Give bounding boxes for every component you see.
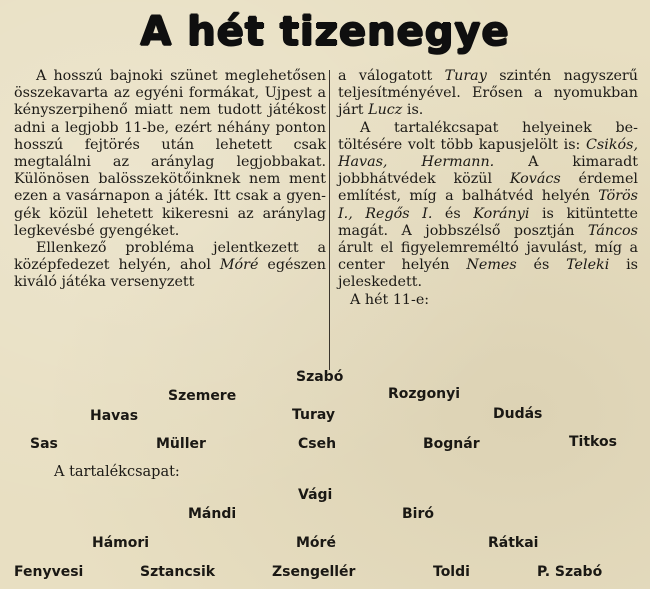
reserve-back: Biró: [402, 506, 434, 522]
first-team-forward: Titkos: [569, 434, 617, 450]
reserve-forward: Fenyvesi: [14, 564, 84, 580]
first-team-forward: Sas: [30, 436, 58, 452]
player-name: Korányi: [473, 205, 530, 222]
first-team-half: Turay: [292, 407, 336, 423]
reserve-forward: Toldi: [433, 564, 470, 580]
continued-paragraph: a válogatott Turay szintén nagyszerű teljesítményével. Erősen a nyomukban járt Lucz is.: [338, 68, 638, 119]
reserve-half: Rátkai: [488, 535, 539, 551]
first-team-goalkeeper: Szabó: [296, 369, 344, 385]
reserve-paragraph: A tartalékcsapat helyeinek betöltésére volt több kapusjelölt is: Csikós, Havas, Hermann. A kimaradt jobbhátvédek közül Kovács érdemel említést, míg a balhátvéd helyén Törös I., Regős I. és Korányi is kitüntette magát. A jobbszélső posztján Táncos árult el figyelemreméltó javulást, míg a center helyén Nemes és Teleki is jeleskedett.: [338, 119, 639, 291]
player-name: Teleki: [566, 257, 610, 274]
reserve-team-label: A tartalékcsapat:: [54, 464, 180, 480]
player-names: Csikós, Havas, Hermann.: [338, 136, 638, 171]
first-team-forward: Müller: [156, 436, 206, 452]
reserve-goalkeeper: Vági: [298, 487, 333, 503]
first-team-forward: Cseh: [298, 436, 337, 452]
first-team-half: Dudás: [493, 406, 543, 422]
column-divider: [329, 70, 330, 370]
player-name: Kovács: [509, 171, 561, 188]
headline: A hét tizenegye: [140, 9, 510, 55]
right-column: [338, 68, 638, 309]
first-team-half: Havas: [90, 408, 139, 424]
reserve-forward: Sztancsik: [140, 564, 216, 580]
left-column: [14, 68, 326, 292]
player-name: Móré: [219, 257, 259, 274]
lineup-title: A hét 11-e:: [350, 291, 430, 308]
reserve-half: Hámori: [92, 535, 150, 551]
first-team-back: Szemere: [168, 388, 237, 404]
player-name: Turay: [444, 68, 487, 84]
player-name: Táncos: [587, 222, 638, 239]
first-team-forward: Bognár: [423, 436, 480, 452]
reserve-forward: P. Szabó: [537, 564, 603, 580]
player-names: Törös I., Regős I.: [338, 188, 638, 222]
player-name: Lucz: [368, 102, 403, 119]
reserve-half: Móré: [296, 535, 336, 551]
reserve-forward: Zsengellér: [272, 564, 356, 580]
reserve-back: Mándi: [188, 506, 237, 522]
player-name: Nemes: [466, 257, 517, 274]
intro-paragraph: A hosszú bajnoki szünet meglehetősen összekavarta az egyéni formákat, Ujpest a kényszerpihenő miatt nem tudott játékost adni a legjobb 11-be, ezért néhány ponton hosszú fejtörés után lehetett csak megtalálni az aránylag legjobbakat. Különösen balösszekötőinknek nem ment ezen a vasárnapon a játék. Itt csak a gyengék közül lehetett kikeresni az aránylag legkevésbé gyengéket.: [14, 68, 326, 239]
first-team-back: Rozgonyi: [388, 386, 461, 402]
center-half-paragraph: Ellenkező probléma jelentkezett a középfedezet helyén, ahol Móré egészen kiváló játéka versenyzett: [14, 240, 326, 291]
